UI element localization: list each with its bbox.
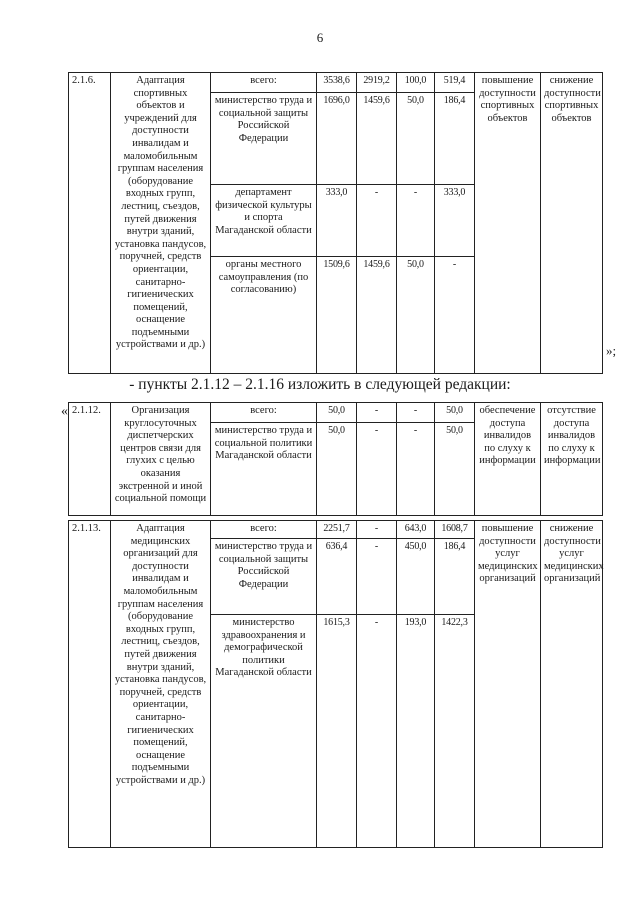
target-indicator: обеспечение доступа инвалидов по слуху к информации <box>475 403 541 516</box>
amount-federal: 1459,6 <box>357 257 397 374</box>
expected-result: отсутствие доступа инвалидов по слуху к информации <box>541 403 603 516</box>
program-table-2-1-6 <box>68 72 603 374</box>
amount-federal: - <box>357 521 397 539</box>
amount-other: 50,0 <box>435 423 475 516</box>
amount-regional: 193,0 <box>397 615 435 848</box>
amount-total: 3538,6 <box>317 73 357 93</box>
expected-result: снижение доступности спортивных объектов <box>541 73 603 374</box>
funding-source: всего: <box>211 521 317 539</box>
amount-regional: - <box>397 423 435 516</box>
item-name: Адаптация медицинских организаций для доступности инвалидам и маломобильным группам населения (оборудование входных групп, лестниц, съездов, путей движения внутри зданий, установка пандусов, поручней, средств ориентации, санитарно-гигиенических помещений, оснащение подъемными устройствами и др.) <box>111 521 211 848</box>
amount-regional: - <box>397 185 435 257</box>
funding-source: министерство труда и социальной защиты Российской Федерации <box>211 539 317 615</box>
funding-source: министерство труда и социальной защиты Российской Федерации <box>211 93 317 185</box>
item-code: 2.1.13. <box>69 521 111 848</box>
program-table-2-1-13 <box>68 520 603 848</box>
amount-total: 636,4 <box>317 539 357 615</box>
amount-federal: - <box>357 185 397 257</box>
amount-regional: 50,0 <box>397 93 435 185</box>
funding-source: министерство здравоохранения и демографической политики Магаданской области <box>211 615 317 848</box>
funding-source: департамент физической культуры и спорта Магаданской области <box>211 185 317 257</box>
program-table-2-1-12 <box>68 402 603 516</box>
amount-federal: - <box>357 615 397 848</box>
item-name: Адаптация спортивных объектов и учреждений для доступности инвалидам и маломобильным группам населения (оборудование входных групп, лестниц, съездов, путей движения внутри зданий, установка пандусов, поручней, средств ориентации, санитарно-гигиенических помещений, оснащение подъемными устройствами и др.) <box>111 73 211 374</box>
amount-total: 1615,3 <box>317 615 357 848</box>
amount-other: 1608,7 <box>435 521 475 539</box>
item-code: 2.1.6. <box>69 73 111 374</box>
amount-regional: - <box>397 403 435 423</box>
amount-federal: - <box>357 539 397 615</box>
amount-total: 2251,7 <box>317 521 357 539</box>
page-number: 6 <box>316 30 324 45</box>
amount-regional: 100,0 <box>397 73 435 93</box>
amount-total: 333,0 <box>317 185 357 257</box>
amount-total: 1696,0 <box>317 93 357 185</box>
amount-total: 1509,6 <box>317 257 357 374</box>
amount-total: 50,0 <box>317 423 357 516</box>
target-indicator: повышение доступности спортивных объектов <box>475 73 541 374</box>
amount-other: - <box>435 257 475 374</box>
amount-regional: 50,0 <box>397 257 435 374</box>
amount-other: 186,4 <box>435 93 475 185</box>
amount-other: 333,0 <box>435 185 475 257</box>
funding-source: органы местного самоуправления (по согласованию) <box>211 257 317 374</box>
opening-quote: « <box>61 404 68 419</box>
funding-source: всего: <box>211 403 317 423</box>
amount-federal: - <box>357 403 397 423</box>
amount-regional: 643,0 <box>397 521 435 539</box>
item-code: 2.1.12. <box>69 403 111 516</box>
expected-result: снижение доступности услуг медицинских организаций <box>541 521 603 848</box>
amount-regional: 450,0 <box>397 539 435 615</box>
amendment-instruction: - пункты 2.1.12 – 2.1.16 изложить в следующей редакции: <box>129 376 511 393</box>
amount-other: 186,4 <box>435 539 475 615</box>
amount-federal: 2919,2 <box>357 73 397 93</box>
amount-other: 50,0 <box>435 403 475 423</box>
funding-source: всего: <box>211 73 317 93</box>
item-name: Организация круглосуточных диспетчерских центров связи для глухих с целью оказания экстренной и иной социальной помощи <box>111 403 211 516</box>
target-indicator: повышение доступности услуг медицинских организаций <box>475 521 541 848</box>
amount-other: 1422,3 <box>435 615 475 848</box>
funding-source: министерство труда и социальной политики Магаданской области <box>211 423 317 516</box>
closing-quote: »; <box>606 343 617 358</box>
amount-other: 519,4 <box>435 73 475 93</box>
amount-federal: - <box>357 423 397 516</box>
amount-total: 50,0 <box>317 403 357 423</box>
amount-federal: 1459,6 <box>357 93 397 185</box>
